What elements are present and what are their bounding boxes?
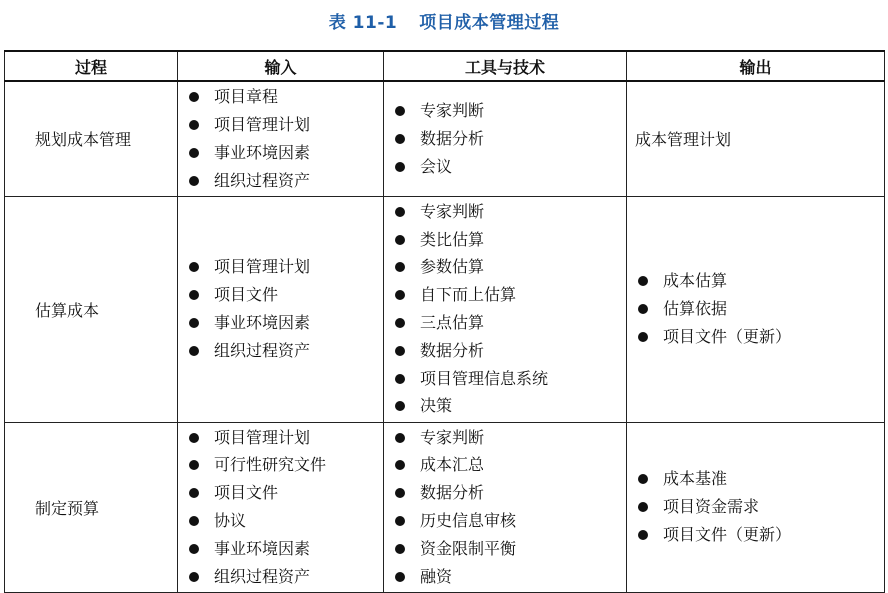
list-item	[188, 424, 383, 452]
bullet-icon	[395, 374, 405, 384]
list-item	[188, 535, 383, 563]
list-item-text: 事业环境因素	[214, 538, 311, 558]
bullet-list	[384, 424, 626, 591]
process-table	[4, 50, 885, 593]
bullet-icon	[189, 516, 199, 526]
list-item-text: 项目管理计划	[214, 257, 311, 277]
list-item-text: 决策	[420, 396, 453, 416]
bullet-icon	[638, 502, 648, 512]
bullet-list	[384, 97, 626, 180]
list-item-text: 类比估算	[420, 229, 485, 249]
list-item-text: 数据分析	[420, 128, 485, 148]
bullet-icon	[395, 488, 405, 498]
list-item	[188, 83, 383, 111]
list-item-text: 三点估算	[420, 313, 485, 332]
list-item-text: 专家判断	[420, 101, 485, 121]
table-row	[5, 196, 885, 422]
list-item	[394, 392, 626, 420]
list-item	[188, 563, 383, 591]
header-inputs: 输入	[178, 51, 384, 81]
bullet-list	[627, 267, 884, 350]
list-item	[394, 535, 626, 563]
list-item-text: 组织过程资产	[214, 566, 311, 586]
bullet-icon	[395, 106, 405, 116]
header-row	[5, 51, 885, 81]
bullet-icon	[395, 318, 405, 328]
list-item	[394, 507, 626, 535]
bullet-list	[627, 465, 884, 548]
list-item-text: 会议	[420, 156, 453, 176]
bullet-icon	[189, 290, 199, 300]
list-item	[188, 111, 383, 139]
list-item	[637, 323, 884, 351]
bullet-icon	[638, 474, 648, 484]
bullet-list	[178, 83, 383, 194]
list-item	[394, 309, 626, 337]
list-item-text: 成本汇总	[420, 455, 485, 475]
list-item-text: 专家判断	[420, 427, 485, 447]
bullet-icon	[395, 134, 405, 144]
list-item-text: 项目管理计划	[214, 114, 311, 134]
list-item	[394, 97, 626, 125]
bullet-icon	[395, 460, 405, 470]
list-item	[188, 309, 383, 337]
list-item-text: 事业环境因素	[214, 142, 311, 162]
list-item	[637, 521, 884, 549]
tools-cell	[384, 81, 627, 196]
list-item	[394, 153, 626, 181]
list-item-text: 融资	[420, 566, 453, 586]
list-item-text: 项目文件（更新）	[663, 524, 792, 544]
bullet-icon	[395, 544, 405, 554]
outputs-cell	[627, 196, 885, 422]
header-outputs: 输出	[627, 51, 885, 81]
bullet-icon	[395, 235, 405, 245]
process-name: 估算成本	[5, 196, 178, 422]
list-item	[394, 198, 626, 226]
list-item-text: 专家判断	[420, 201, 485, 221]
table-title: 项目成本管理过程	[419, 13, 560, 33]
list-item	[637, 465, 884, 493]
list-item-text: 项目资金需求	[663, 497, 760, 517]
list-item	[637, 493, 884, 521]
inputs-cell	[178, 196, 384, 422]
list-item	[394, 253, 626, 281]
bullet-icon	[189, 488, 199, 498]
bullet-list	[178, 424, 383, 591]
bullet-icon	[638, 332, 648, 342]
list-item-text: 数据分析	[420, 483, 485, 503]
list-item-text: 项目管理计划	[214, 427, 311, 447]
table-row	[5, 81, 885, 196]
tools-cell	[384, 196, 627, 422]
header-tools: 工具与技术	[384, 51, 627, 81]
bullet-icon	[189, 346, 199, 356]
list-item	[394, 563, 626, 591]
header-process: 过程	[5, 51, 178, 81]
list-item	[394, 125, 626, 153]
bullet-icon	[395, 516, 405, 526]
bullet-icon	[189, 544, 199, 554]
list-item	[188, 281, 383, 309]
process-name: 制定预算	[5, 422, 178, 592]
list-item-text: 组织过程资产	[214, 170, 311, 190]
bullet-icon	[395, 346, 405, 356]
list-item-text: 参数估算	[420, 257, 485, 277]
bullet-icon	[638, 276, 648, 286]
bullet-icon	[189, 318, 199, 328]
bullet-icon	[189, 176, 199, 186]
bullet-list	[384, 198, 626, 420]
bullet-icon	[189, 433, 199, 443]
list-item	[394, 337, 626, 365]
bullet-icon	[395, 401, 405, 411]
list-item-text: 自下而上估算	[420, 285, 517, 305]
bullet-list	[178, 253, 383, 364]
outputs-cell: 成本管理计划	[627, 81, 885, 196]
list-item-text: 项目文件（更新）	[663, 326, 792, 346]
bullet-icon	[395, 207, 405, 217]
bullet-icon	[395, 162, 405, 172]
list-item-text: 可行性研究文件	[214, 455, 327, 475]
list-item	[394, 424, 626, 452]
process-name: 规划成本管理	[5, 81, 178, 196]
tools-cell	[384, 422, 627, 592]
list-item	[637, 295, 884, 323]
list-item-text: 协议	[214, 511, 247, 530]
list-item-text: 项目章程	[214, 87, 279, 107]
table-caption	[0, 8, 888, 33]
list-item-text: 历史信息审核	[420, 511, 517, 530]
list-item-text: 事业环境因素	[214, 313, 311, 332]
outputs-cell	[627, 422, 885, 592]
list-item-text: 成本估算	[663, 271, 728, 291]
bullet-icon	[189, 460, 199, 470]
bullet-icon	[189, 262, 199, 272]
list-item	[188, 253, 383, 281]
list-item-text: 项目文件	[214, 285, 279, 305]
list-item-text: 成本基准	[663, 469, 728, 489]
list-item	[188, 139, 383, 167]
list-item	[188, 507, 383, 535]
list-item	[394, 479, 626, 507]
list-item	[188, 479, 383, 507]
bullet-icon	[395, 290, 405, 300]
bullet-icon	[395, 262, 405, 272]
list-item	[637, 267, 884, 295]
bullet-icon	[395, 572, 405, 582]
list-item-text: 项目管理信息系统	[420, 368, 549, 388]
list-item-text: 资金限制平衡	[420, 538, 517, 558]
list-item-text: 组织过程资产	[214, 340, 311, 360]
table-row	[5, 422, 885, 592]
bullet-icon	[189, 120, 199, 130]
inputs-cell	[178, 422, 384, 592]
bullet-icon	[189, 92, 199, 102]
bullet-icon	[395, 433, 405, 443]
bullet-icon	[638, 530, 648, 540]
list-item-text: 数据分析	[420, 340, 485, 360]
list-item	[188, 451, 383, 479]
inputs-cell	[178, 81, 384, 196]
list-item	[188, 167, 383, 195]
table-number: 表 11-1	[328, 13, 398, 33]
bullet-icon	[189, 572, 199, 582]
list-item	[394, 226, 626, 254]
list-item	[394, 365, 626, 393]
bullet-icon	[189, 148, 199, 158]
bullet-icon	[638, 304, 648, 314]
list-item-text: 估算依据	[663, 299, 728, 319]
list-item	[188, 337, 383, 365]
list-item	[394, 451, 626, 479]
list-item	[394, 281, 626, 309]
list-item-text: 项目文件	[214, 483, 279, 503]
